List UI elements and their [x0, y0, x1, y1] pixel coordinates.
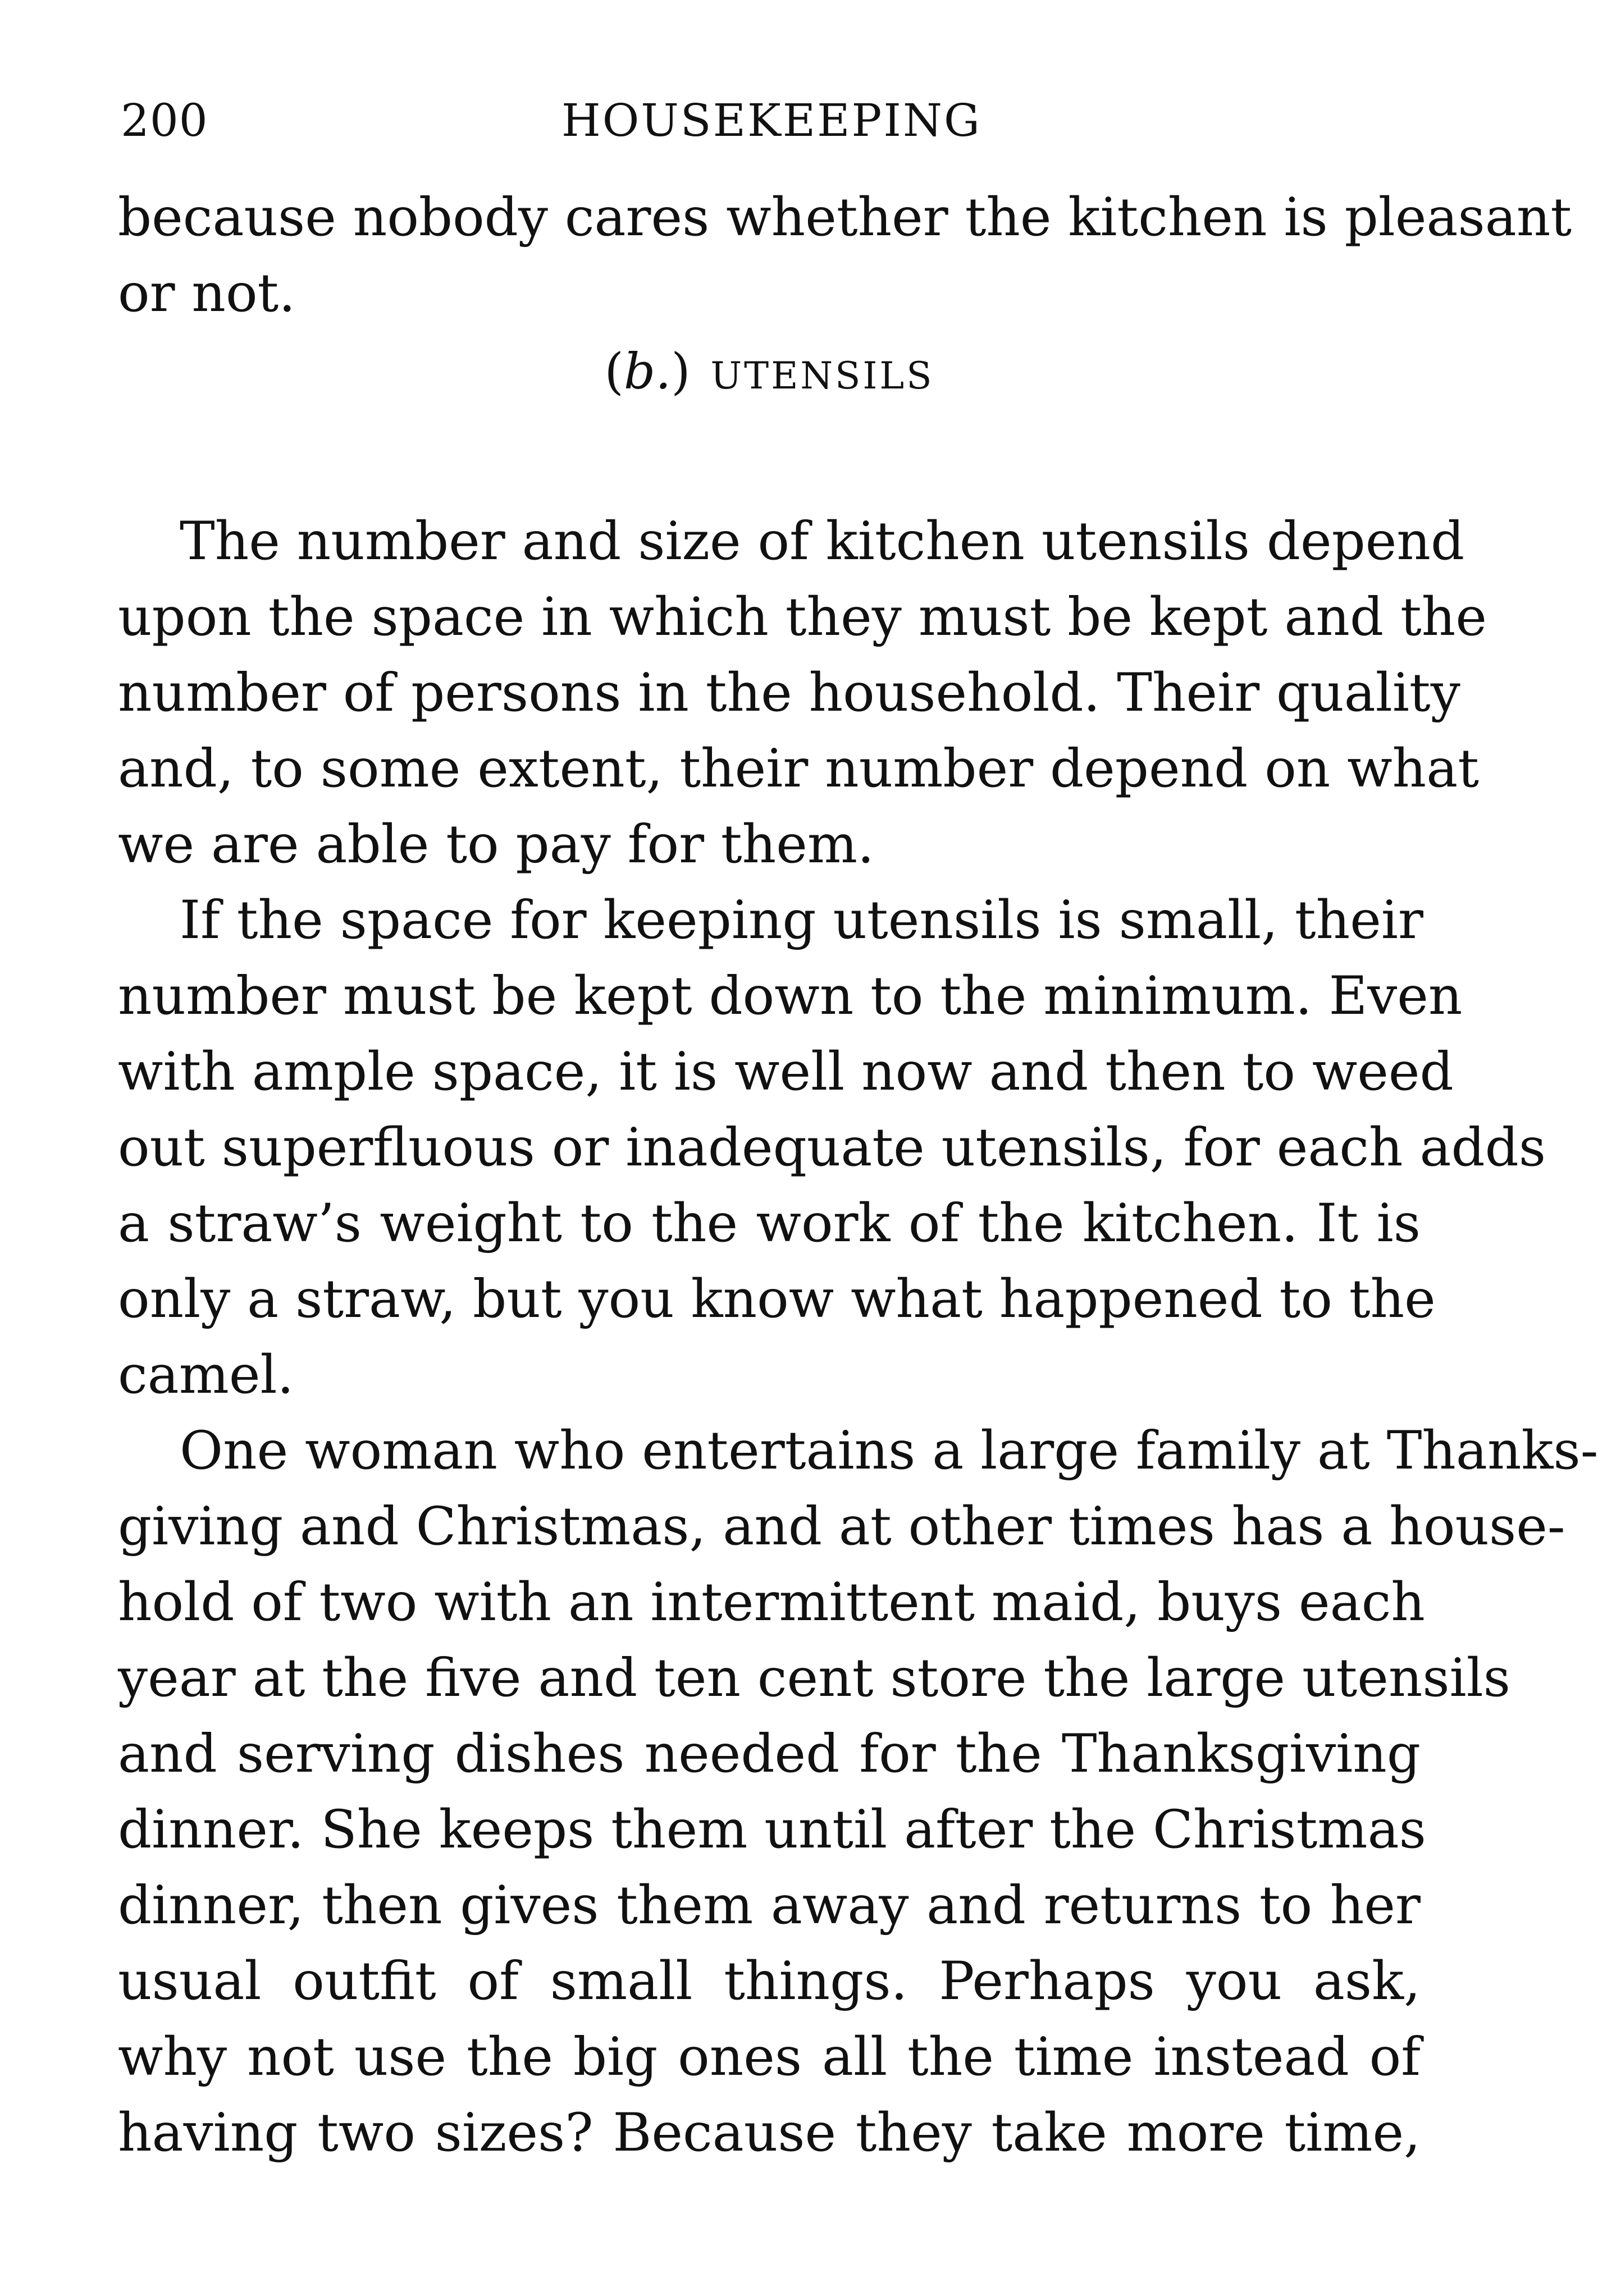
page-number: 200	[121, 94, 208, 147]
section-heading	[118, 332, 1421, 411]
section-label-letter: b.	[623, 342, 672, 400]
text-line: usual outfit of small things. Perhaps you ask,	[118, 1951, 1421, 2012]
text-line: only a straw, but you know what happened to the	[118, 1269, 1436, 1330]
section-label-close: )	[671, 342, 691, 400]
text-line: a straw’s weight to the work of the kitchen. It is	[118, 1193, 1421, 1254]
text-line: year at the five and ten cent store the large utensils	[118, 1648, 1511, 1709]
text-line: having two sizes? Because they take more time,	[118, 2102, 1421, 2164]
text-line: The number and size of kitchen utensils depend	[180, 511, 1465, 572]
text-line: and, to some extent, their number depend on what	[118, 738, 1480, 799]
text-line: and serving dishes needed for the Thanksgiving	[118, 1723, 1421, 1785]
paragraph-continued	[118, 180, 1572, 331]
text-line: we are able to pay for them.	[118, 814, 874, 875]
text-line: number of persons in the household. Their quality	[118, 662, 1460, 724]
text-line: camel.	[118, 1344, 294, 1406]
text-line: If the space for keeping utensils is small, their	[180, 890, 1423, 951]
text-line: upon the space in which they must be kept and the	[118, 587, 1487, 648]
section-title: UTENSILS	[710, 354, 934, 397]
text-line: dinner, then gives them away and returns to her	[118, 1875, 1421, 1936]
text-line: giving and Christmas, and at other times has a house-	[118, 1496, 1565, 1557]
text-line: out superfluous or inadequate utensils, for each adds	[118, 1117, 1546, 1178]
running-head	[121, 90, 1418, 152]
text-line: because nobody cares whether the kitchen is pleasant	[118, 187, 1572, 248]
running-title: HOUSEKEEPING	[561, 94, 981, 147]
text-line: hold of two with an intermittent maid, buys each	[118, 1572, 1425, 1633]
text-line: dinner. She keeps them until after the Christmas	[118, 1799, 1426, 1860]
text-line: One woman who entertains a large family at Thanks-	[180, 1420, 1598, 1481]
paragraph-thanksgiving	[118, 1413, 1598, 2171]
text-line: why not use the big ones all the time instead of	[118, 2027, 1421, 2088]
text-line: number must be kept down to the minimum. Even	[118, 966, 1463, 1027]
body-text	[118, 180, 1598, 2171]
section-label-open: (	[604, 342, 624, 400]
paragraph-space	[118, 882, 1546, 1413]
text-line: or not.	[118, 263, 296, 324]
text-line: with ample space, it is well now and then to weed	[118, 1041, 1454, 1103]
paragraph-utensils-number	[118, 504, 1487, 882]
